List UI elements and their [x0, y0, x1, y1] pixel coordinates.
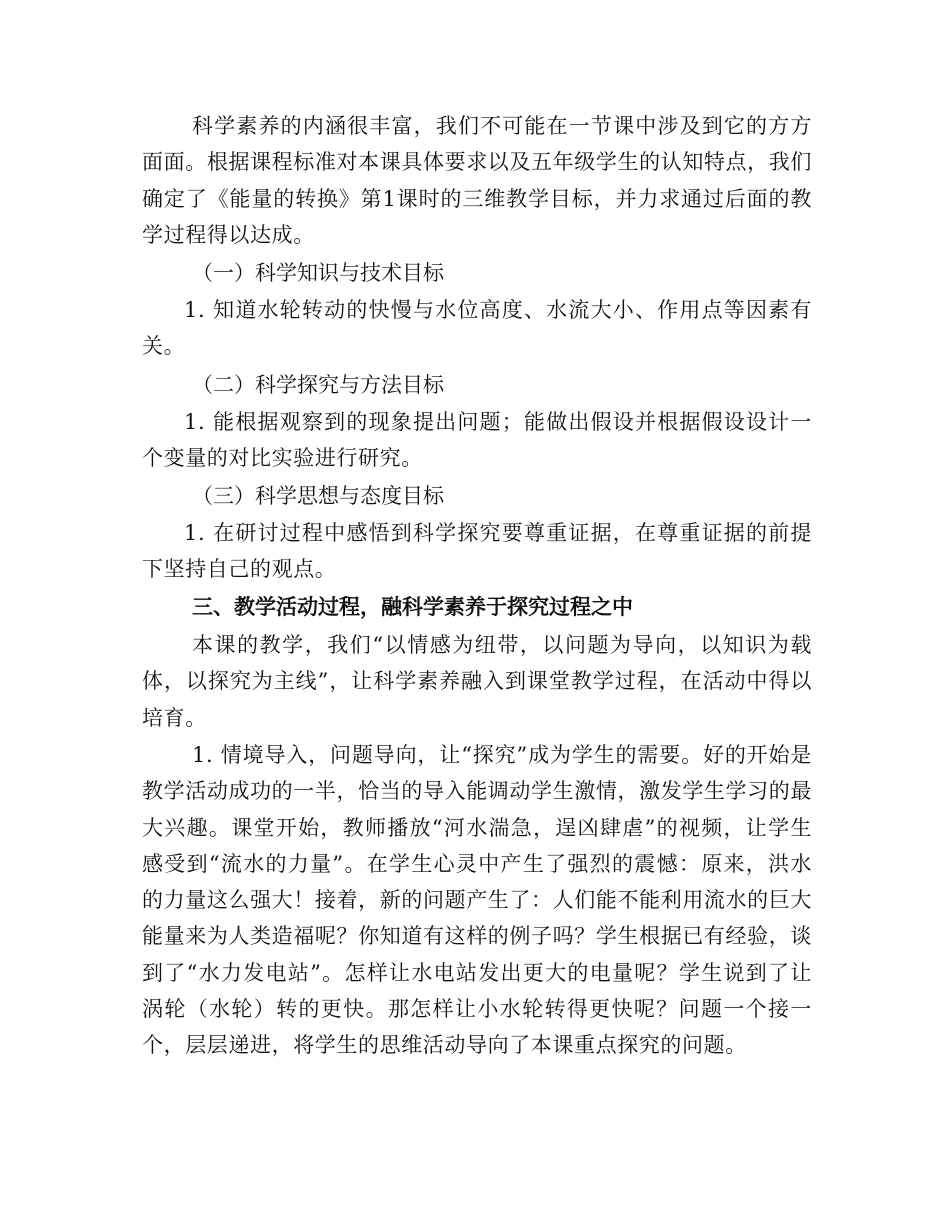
item-attitude-goal-1: 1. 在研讨过程中感悟到科学探究要尊重证据，在尊重证据的前提下坚持自己的观点。 [142, 521, 812, 582]
item-inquiry-goal-1: 1. 能根据观察到的现象提出问题；能做出假设并根据假设设计一个变量的对比实验进行研究。 [142, 410, 812, 471]
subheading-attitude-goal: （三）科学思想与态度目标 [192, 484, 444, 508]
subheading-inquiry-goal: （二）科学探究与方法目标 [192, 373, 444, 397]
paragraph-objectives-intro: 科学素养的内涵很丰富，我们不可能在一节课中涉及到它的方方面面。根据课程标准对本课具体要求以及五年级学生的认知特点，我们确定了《能量的转换》第1课时的三维教学目标，并力求通过后面的教学过程得以达成。 [142, 114, 812, 247]
subheading-knowledge-goal: （一）科学知识与技术目标 [192, 261, 444, 285]
item-knowledge-goal-1: 1. 知道水轮转动的快慢与水位高度、水流大小、作用点等因素有关。 [142, 298, 812, 359]
paragraph-situation-intro: 1. 情境导入，问题导向，让“探究”成为学生的需要。好的开始是教学活动成功的一半，恰当的导入能调动学生激情，激发学生学习的最大兴趣。课堂开始，教师播放“河水湍急，逞凶肆虐”的视频，让学生感受到“流水的力量”。在学生心灵中产生了强烈的震憾：原来，洪水的力量这么强大！接着，新的问题产生了：人们能不能利用流水的巨大能量来为人类造福呢？你知道有这样的例子吗？学生根据已有经验，谈到了“水力发电站”。怎样让水电站发出更大的电量呢？学生说到了让涡轮（水轮）转的更快。那怎样让小水轮转得更快呢？问题一个接一个，层层递进，将学生的思维活动导向了本课重点探究的问题。 [142, 743, 812, 1058]
paragraph-teaching-approach: 本课的教学，我们“以情感为纽带，以问题为导向，以知识为载体，以探究为主线”，让科学素养融入到课堂教学过程，在活动中得以培育。 [142, 633, 812, 730]
section-heading-teaching-process: 三、教学活动过程，融科学素养于探究过程之中 [192, 594, 633, 619]
